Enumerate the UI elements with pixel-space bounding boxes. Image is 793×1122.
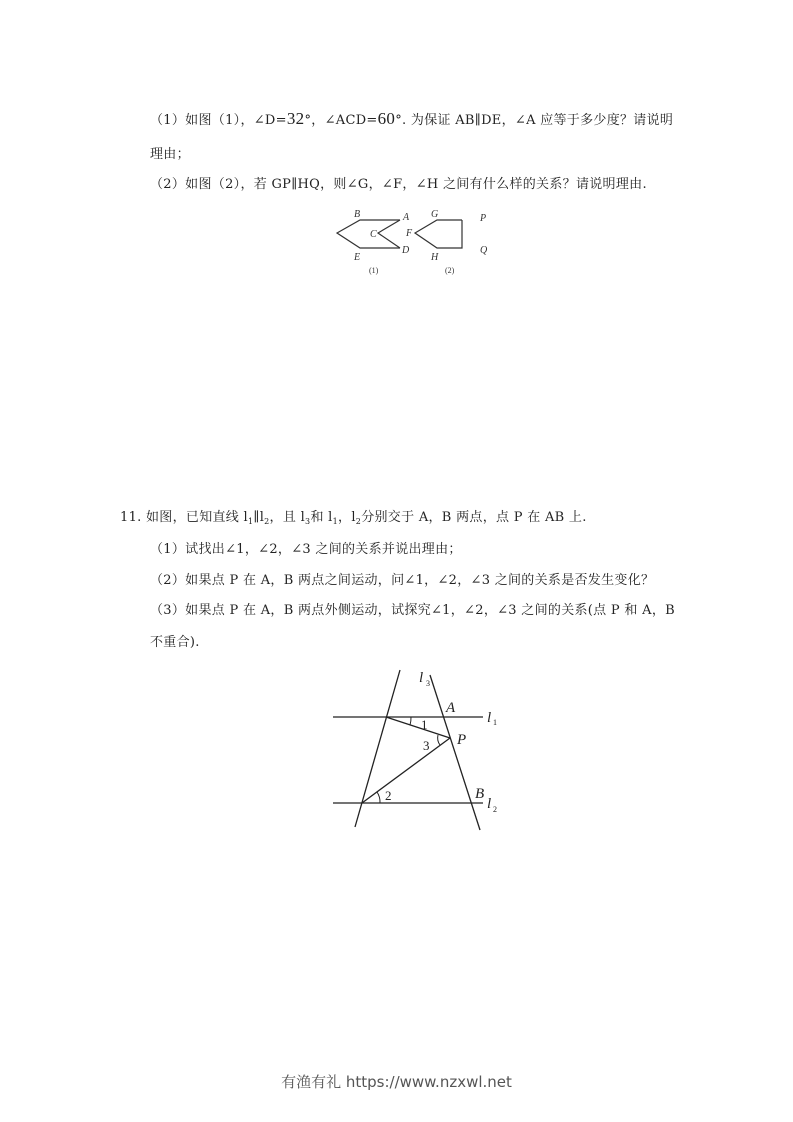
q11-part2: （2）如果点 P 在 A，B 两点之间运动，问∠1，∠2，∠3 之间的关系是否发生变化？ <box>150 573 655 588</box>
subscript: 1 <box>248 517 254 526</box>
text: 11. 如图，已知直线 l <box>120 510 248 525</box>
text: （1）如图（1），∠D= <box>150 113 287 128</box>
label-p: P <box>480 213 487 224</box>
label-l3: l <box>419 670 424 686</box>
angle-acd-value: 60 <box>377 109 396 128</box>
label-l2-sub: 2 <box>493 805 497 814</box>
q11-stem <box>120 509 587 531</box>
angle-1-label: 1 <box>421 717 428 732</box>
label-l3-sub: 3 <box>426 679 430 688</box>
caption-2: (2) <box>445 266 455 275</box>
label-f: F <box>406 228 413 239</box>
q10-part1-cont: 理由； <box>150 147 190 162</box>
angle-3-label: 3 <box>423 738 430 753</box>
text: ∥l <box>253 510 265 525</box>
label-g: G <box>431 209 439 220</box>
text: °，∠ACD= <box>304 113 378 128</box>
label-a: A <box>446 700 456 716</box>
angle-d-value: 32 <box>286 109 305 128</box>
figure-q10 <box>325 200 505 280</box>
text: °. 为保证 AB∥DE，∠A 应等于多少度？请说明 <box>395 113 674 128</box>
label-b: B <box>354 209 361 220</box>
q11-part3: （3）如果点 P 在 A，B 两点外侧运动，试探究∠1，∠2，∠3 之间的关系(点 P 和 A，B <box>150 603 675 618</box>
label-q: Q <box>480 245 488 256</box>
label-l2: l <box>487 796 492 812</box>
label-l1: l <box>487 710 492 726</box>
subscript: 3 <box>305 517 311 526</box>
label-l1-sub: 1 <box>493 718 497 727</box>
caption-1: (1) <box>369 266 379 275</box>
label-a: A <box>403 212 410 223</box>
label-c: C <box>370 229 377 240</box>
footer-watermark: 有渔有礼 https://www.nzxwl.net <box>281 1073 512 1091</box>
q11-part1: （1）试找出∠1，∠2，∠3 之间的关系并说出理由； <box>150 542 462 557</box>
label-p: P <box>457 732 467 748</box>
subscript: 2 <box>264 517 270 526</box>
label-e: E <box>354 252 361 263</box>
q10-part1 <box>150 110 673 130</box>
q11-part3-cont: 不重合). <box>150 635 200 650</box>
label-d: D <box>402 245 410 256</box>
subscript: 1 <box>332 517 339 526</box>
text: 分别交于 A，B 两点，点 P 在 AB 上. <box>361 510 587 525</box>
label-b: B <box>475 786 485 802</box>
subscript: 2 <box>355 517 362 526</box>
text: ，l <box>338 510 356 525</box>
angle-2-label: 2 <box>385 788 392 803</box>
label-h: H <box>431 252 439 263</box>
text: ，且 l <box>269 510 306 525</box>
text: 和 l <box>310 510 333 525</box>
q10-part2: （2）如图（2），若 GP∥HQ，则∠G，∠F，∠H 之间有什么样的关系？请说明理由. <box>150 177 647 192</box>
figure-q11 <box>325 660 515 840</box>
